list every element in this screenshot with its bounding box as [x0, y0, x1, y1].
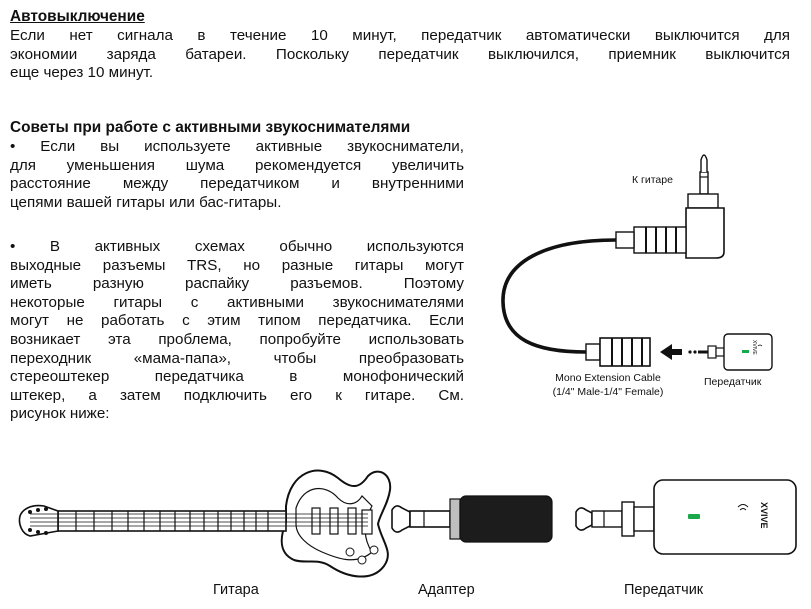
bullet2-line-3: иметь разную распайку разъемов. Поэтому — [10, 275, 464, 293]
bullet2-line-2: выходные разъемы TRS, но разные гитары могут — [10, 256, 464, 274]
bullet2-line-8: стереоштекер передатчика в монофонический — [10, 368, 464, 386]
to-guitar-label: К гитаре — [632, 174, 673, 186]
adapter-caption: Адаптер — [418, 582, 475, 598]
transmitter-caption: Передатчик — [624, 582, 704, 598]
bullet1-line-2: для уменьшения шума рекомендуется увеличить — [10, 156, 464, 174]
bullet2-line-7: переходник «мама-папа», чтобы преобразовать — [10, 349, 464, 367]
heading-active-pickups: Советы при работе с активными звукоснимателями — [10, 119, 411, 136]
auto-off-line-3: еще через 10 минут. — [10, 64, 154, 82]
bullet1-line-1: • Если вы используете активные звукосниматели, — [10, 138, 464, 155]
guitar-caption: Гитара — [213, 582, 259, 598]
bullet2-line-5: могут не работать с этим типом передатчика. Если — [10, 312, 464, 330]
bullet2-line-9: штекер, а затем подключить его к гитаре. См. — [10, 386, 464, 404]
bullet2-line-1: • В активных схемах обычно используются — [10, 238, 464, 255]
cable-label-line-1: Mono Extension Cable — [555, 372, 661, 384]
bullet1-line-3: расстояние между передатчиком и внутренними — [10, 175, 464, 193]
bullet2-line-4: некоторые гитары с активными звукоснимателями — [10, 293, 464, 311]
small-device-brand: XVIVE — [751, 340, 757, 355]
bullet1-line-4: цепями вашей гитары или бас-гитары. — [10, 193, 282, 211]
device-brand: XVIVE — [759, 502, 769, 529]
bullet2-line-10: рисунок ниже: — [10, 405, 110, 423]
heading-auto-off: Автовыключение — [10, 8, 145, 25]
auto-off-line-2: экономии заряда батареи. Поскольку передатчик выключился, приемник выключится — [10, 45, 790, 63]
auto-off-line-1: Если нет сигнала в течение 10 минут, передатчик автоматически выключится для — [10, 27, 790, 44]
small-transmitter-label: Передатчик — [704, 376, 762, 388]
bullet2-line-6: возникает эта проблема, попробуйте использовать — [10, 331, 464, 348]
cable-label-line-2: (1/4" Male-1/4" Female) — [552, 386, 664, 398]
